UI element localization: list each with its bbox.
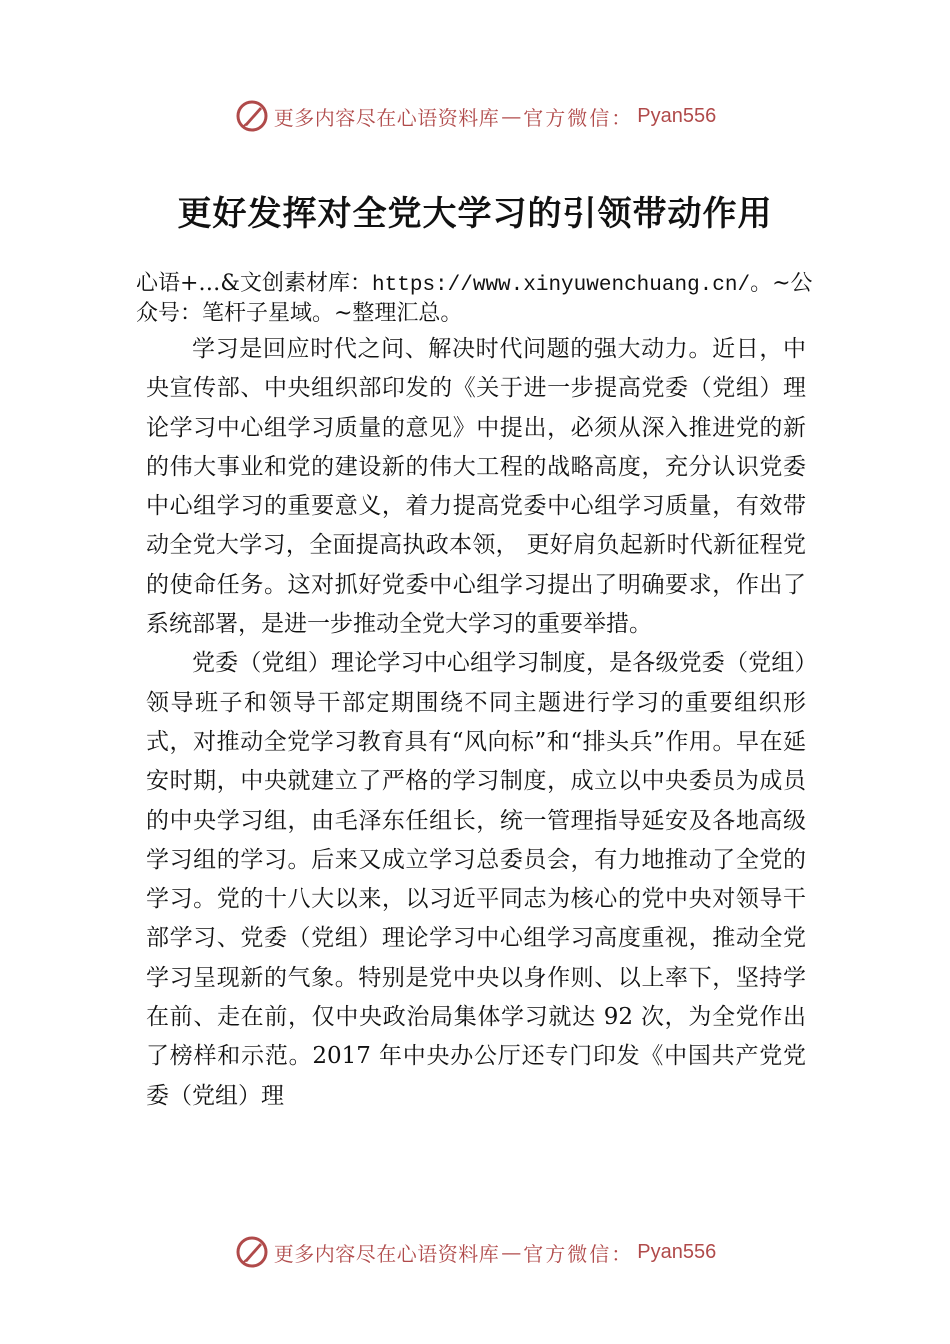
source-note: [136, 270, 826, 328]
banner-wechat-label: 官方微信：: [523, 105, 634, 130]
banner-wechat-label: 官方微信：: [523, 1241, 634, 1266]
body-paragraph-1: 学习是回应时代之问、解决时代问题的强大动力。近日，中央宣传部、中央组织部印发的《关于进一步提高党委（党组）理论学习中心组学习质量的意见》中提出，必须从深入推进党的新的伟大事业和党的建设新的伟大工程的战略高度，充分认识党委中心组学习的重要意义，着力提高党委中心组学习质量，有效带动全党大学习，全面提高执政本领， 更好肩负起新时代新征程党的使命任务。这对抓好党委中心组学习提出了明确要求，作出了系统部署，是进一步推动全党大学习的重要举措。: [146, 336, 806, 638]
banner-separator: —: [501, 104, 522, 128]
banner-wechat-id: Pyan556: [637, 104, 717, 127]
document-title: 更好发挥对全党大学习的引领带动作用: [177, 194, 773, 234]
document-body: [146, 330, 806, 1116]
source-suffix: 。~公众号：笔杆子星域。~整理汇总。: [136, 271, 813, 326]
source-url[interactable]: https://www.xinyuwenchuang.cn/: [372, 274, 751, 297]
source-prefix: 心语+…&文创素材库：: [136, 271, 373, 296]
body-paragraph-2: 党委（党组）理论学习中心组学习制度，是各级党委（党组）领导班子和领导干部定期围绕不同主题进行学习的重要组织形式，对推动全党学习教育具有“风向标”和“排头兵”作用。早在延安时期，中央就建立了严格的学习制度，成立以中央委员为成员的中央学习组，由毛泽东任组长，统一管理指导延安及各地高级学习组的学习。后来又成立学习总委员会，有力地推动了全党的学习。党的十八大以来，以习近平同志为核心的党中央对领导干部学习、党委（党组）理论学习中心组学习高度重视，推动全党学习呈现新的气象。特别是党中央以身作则、以上率下，坚持学在前、走在前，仅中央政治局集体学习就达 92 次，为全党作出了榜样和示范。2017 年中央办公厅还专门印发《中国共产党党委（党组）理: [146, 650, 806, 1109]
header-banner[interactable]: [0, 96, 950, 136]
banner-separator: —: [501, 1240, 522, 1264]
quill-pen-logo-icon: [234, 98, 270, 134]
banner-text: 更多内容尽在心语资料库: [273, 1241, 500, 1266]
banner-wechat-id: Pyan556: [637, 1240, 717, 1263]
quill-pen-logo-icon: [234, 1234, 270, 1270]
banner-text: 更多内容尽在心语资料库: [273, 105, 500, 130]
footer-banner[interactable]: [0, 1232, 950, 1272]
